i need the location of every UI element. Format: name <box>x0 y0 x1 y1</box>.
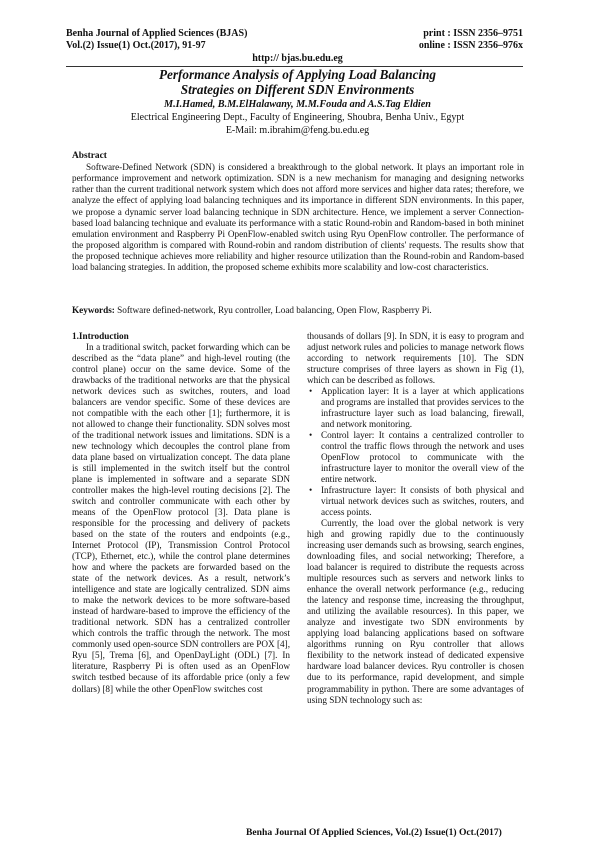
right-column <box>307 331 524 706</box>
title-line-2: Strategies on Different SDN Environments <box>180 82 415 97</box>
bullet-text: Control layer: It contains a centralized controller to control the traffic flows through the network and uses OpenFlow protocol to communicate with the infrastructure layer to monitor the overall view of the entire network. <box>321 430 524 485</box>
bullet-icon: • <box>309 485 313 496</box>
page-footer: Benha Journal Of Applied Sciences, Vol.(2) Issue(1) Oct.(2017) <box>246 827 502 838</box>
paper-authors: M.I.Hamed, B.M.ElHalawany, M.M.Fouda and A.S.Tag Eldien <box>164 99 431 110</box>
bullet-icon: • <box>309 386 313 397</box>
bullet-infrastructure-layer <box>307 485 524 518</box>
left-column <box>72 331 290 695</box>
bullet-control-layer <box>307 430 524 485</box>
bullet-application-layer <box>307 386 524 430</box>
header-row-2 <box>66 40 523 52</box>
intro-paragraph-2: thousands of dollars [9]. In SDN, it is easy to program and adjust network rules and policies to manage network flows according to network requirements [10]. The SDN structure comprises of three layers as shown in Fig (1), which can be described as follows. <box>307 331 524 386</box>
bullet-text: Application layer: It is a layer at which applications and programs are installed that provides services to the infrastructure layer such as load balancing, firewall, and network monitoring. <box>321 386 524 430</box>
intro-paragraph-1: In a traditional switch, packet forwarding which can be described as the “data plane” and high-level routing (the control plane) occur on the same device. Some of the drawbacks of the traditional networks are that the physical network devices such as switches, routers, and load balancers are vendor specific. Some of these devices are not compatible with the each other [1]; furthermore, it is not allowed to change their functionality. SDN solves most of the traditional network issues and limitations. SDN is a new technology which decouples the control plane from data plane based on virtualization concept. The data plane is still implemented in the switch itself but the control plane is implemented in software and a separate SDN controller makes the high-level routing decisions [2]. The switch and controller communicate with each other by means of the OpenFlow protocol [3]. Data plane is responsible for the processing and delivery of packets based on the state of the routers and endpoints (e.g., Internet Protocol (IP), Transmission Control Protocol (TCP), Ethernet, etc.), while the control plane determines how and where the packets are forwarded based on the state of the network devices. As a result, network’s intelligence and state are logically centralized. SDN aims to make the network devices to be more software-based instead of hardware-based to improve the efficiency of the traditional network. SDN has a centralized controller which controls the traffic through the network. The most commonly used open-source SDN controllers are POX [4], Ryu [5], Trema [6], and OpenDayLight (ODL) [7]. In literature, Raspberry Pi is often used as an OpenFlow switch testbed because of its affordable price (only a few dollars) [8] while the other OpenFlow switches cost <box>72 342 290 694</box>
title-line-1: Performance Analysis of Applying Load Balancing <box>158 67 437 82</box>
header-row-1 <box>66 28 523 40</box>
volume-info: Vol.(2) Issue(1) Oct.(2017), 91-97 <box>66 40 206 51</box>
keywords-text: Software defined-network, Ryu controller, Load balancing, Open Flow, Raspberry Pi. <box>114 305 432 315</box>
section-title: 1.Introduction <box>72 331 129 341</box>
keywords-label: Keywords: <box>72 305 115 315</box>
print-issn: print : ISSN 2356–9751 <box>423 28 523 39</box>
bullet-icon: • <box>309 430 313 441</box>
online-issn: online : ISSN 2356–976x <box>418 40 523 51</box>
author-email[interactable]: E-Mail: m.ibrahim@feng.bu.edu.eg <box>225 125 370 136</box>
abstract-text: Software-Defined Network (SDN) is considered a breakthrough to the global network. It plays an important role in performance improvement and network optimization. SDN is a new mechanism for managing and designing networks rather than the current traditional network system which does not afford more services and higher data rates; therefore, we analyze the effect of applying load balancing techniques and its importance in different SDN environments. In this paper, we propose a dynamic server load balancing technique in SDN architecture. Hence, we implement a server Connection-based load balancing technique and evaluate its performance with a static Round-robin and Random-based in both mininet emulation environment and Raspberry Pi OpenFlow-enabled switch using Ryu OpenFlow controller. The performance of the proposed algorithm is compared with Round-robin and random distribution of clients' requests. The results show that the proposed technique achieves more reliability and higher resource utilization than the Round-robin and Random-based load balancing strategies. In addition, the proposed scheme exhibits more scalability and low-cost characteristics. <box>72 162 524 273</box>
abstract-heading: Abstract <box>72 151 107 161</box>
journal-url[interactable]: http:// bjas.bu.edu.eg <box>252 53 343 64</box>
keywords <box>72 305 524 316</box>
paper-title <box>100 67 495 97</box>
paper-affiliation: Electrical Engineering Dept., Faculty of Engineering, Shoubra, Benha Univ., Egypt <box>130 112 465 123</box>
bullet-text: Infrastructure layer: It consists of both physical and virtual network devices such as switches, routers, and access points. <box>321 485 524 518</box>
intro-paragraph-3: Currently, the load over the global network is very high and growing rapidly due to the continuously increasing user demands such as browsing, search engines, downloading files, and social networking; Therefore, a load balancer is required to distribute the requests across multiple resources such as servers and network links to enhance the overall network performance (e.g., reducing the latency and response time, increasing the throughput, and utilizing the available resources). In this paper, we analyze and investigate two SDN environments by applying load balancing applications based on software algorithms running on Ryu controller that allows flexibility to the network instead of dedicated expensive hardware load balancer devices. Ryu controller is chosen due to its performance, rapid development, and simple programmability in python. There are some advantages of using SDN technology such as: <box>307 518 524 705</box>
journal-name: Benha Journal of Applied Sciences (BJAS) <box>66 28 248 39</box>
